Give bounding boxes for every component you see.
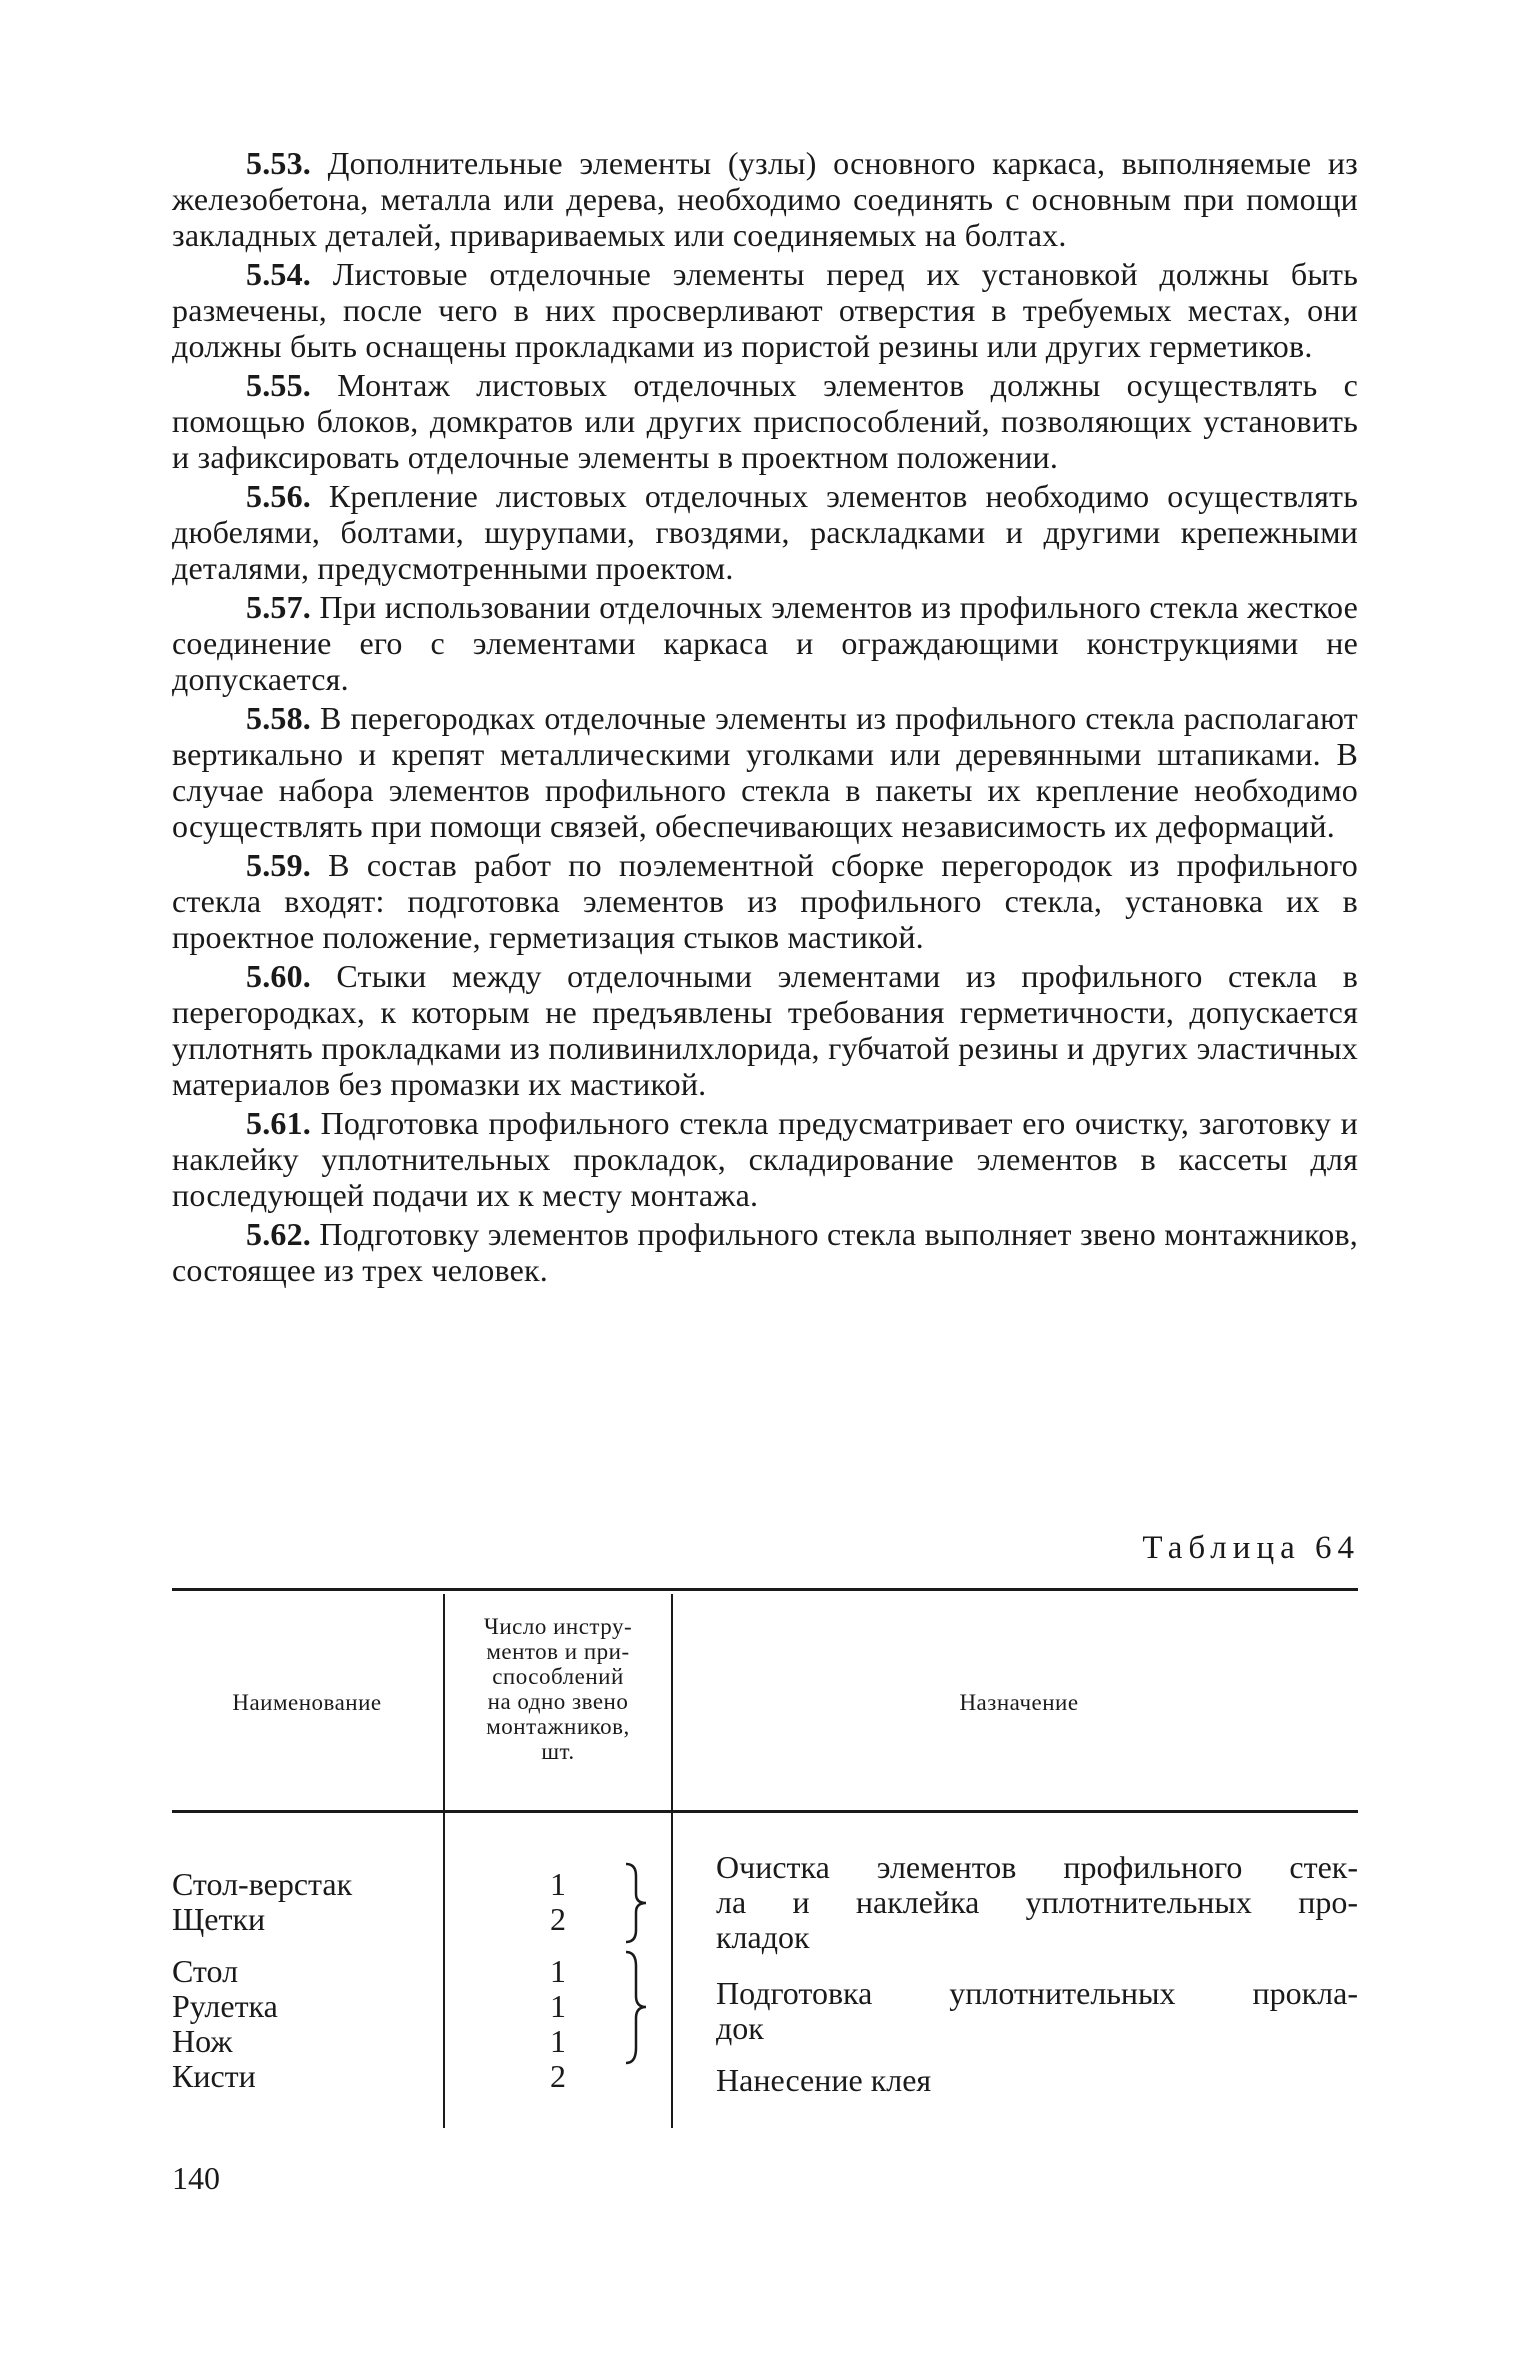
purpose-line: Подготовка уплотнительных прокла- [716, 1975, 1358, 2011]
purpose-line: ла и наклейка уплотнительных про- [716, 1884, 1358, 1920]
paragraph-text: Дополнительные элементы (узлы) основного каркаса, выполняемые из железобетона, металла или дерева, необходимо соединять с основным при помощи закладных деталей, привариваемых или соединяемых на болтах. [172, 145, 1358, 253]
paragraph-5-57 [172, 589, 1358, 697]
paragraph-text: Подготовку элементов профильного стекла выполняет звено монтажников, состоящее из трех человек. [172, 1216, 1358, 1288]
header-quantity-line: Число инстру- [483, 1614, 633, 1639]
table-cell-name: Щетки [172, 1901, 266, 1937]
paragraph-number: 5.60. [246, 958, 311, 994]
purpose-line: Очистка элементов профильного стек- [716, 1849, 1358, 1885]
purpose-line: кладок [716, 1919, 810, 1955]
table-header-rule [172, 1810, 1358, 1813]
header-quantity-line: ментов и при- [486, 1639, 630, 1664]
paragraph-number: 5.59. [246, 847, 311, 883]
paragraph-5-56 [172, 478, 1358, 586]
table-column-divider [671, 1594, 673, 2128]
table-cell-quantity: 1 [550, 2023, 566, 2059]
paragraph-number: 5.61. [246, 1105, 311, 1141]
paragraph-5-58 [172, 700, 1358, 844]
table-cell-quantity: 1 [550, 1988, 566, 2024]
table-cell-name: Стол-верстак [172, 1866, 353, 1902]
table-cell-quantity: 1 [550, 1866, 566, 1902]
paragraph-5-59 [172, 847, 1358, 955]
table-cell-purpose [716, 1850, 1358, 1955]
paragraph-number: 5.53. [246, 145, 311, 181]
table-cell-name: Рулетка [172, 1988, 278, 2024]
grouping-brace [622, 1862, 652, 1944]
paragraph-text: В состав работ по поэлементной сборке перегородок из профильного стекла входят: подготовка элементов из профильного стекла, установка их в проектное положение, герметизация стыков мастикой. [172, 847, 1358, 955]
paragraph-5-55 [172, 367, 1358, 475]
paragraph-text: Монтаж листовых отделочных элементов должны осуществлять с помощью блоков, домкратов или других приспособлений, позволяющих установить и зафиксировать отделочные элементы в проектном положении. [172, 367, 1358, 475]
header-quantity [448, 1614, 668, 1764]
header-name: Наименование [232, 1690, 382, 1715]
paragraph-number: 5.55. [246, 367, 311, 403]
table-caption: Таблица 64 [1142, 1530, 1360, 1566]
table-cell-quantity: 2 [550, 1901, 566, 1937]
grouping-brace [622, 1950, 652, 2065]
paragraph-text: Подготовка профильного стекла предусматривает его очистку, заготовку и наклейку уплотнительных прокладок, складирование элементов в кассеты для последующей подачи их к месту монтажа. [172, 1105, 1359, 1213]
table-cell-name: Стол [172, 1953, 239, 1989]
table-column-divider [443, 1594, 445, 2128]
table-cell-purpose [716, 1976, 1358, 2046]
header-quantity-line: способлений [492, 1664, 624, 1689]
paragraph-text: Крепление листовых отделочных элементов необходимо осуществлять дюбелями, болтами, шурупами, гвоздями, раскладками и другими крепежными деталями, предусмотренными проектом. [172, 478, 1358, 586]
paragraph-text: В перегородках отделочные элементы из профильного стекла располагают вертикально и крепят металлическими уголками или деревянными штапиками. В случае набора элементов профильного стекла в пакеты их крепление необходимо осуществлять при помощи связей, обеспечивающих независимость их деформаций. [172, 700, 1358, 844]
page-number: 140 [172, 2160, 220, 2196]
paragraph-number: 5.62. [246, 1216, 311, 1252]
header-quantity-line: шт. [541, 1739, 575, 1764]
header-quantity-line: монтажников, [486, 1714, 630, 1739]
purpose-line: Нанесение клея [716, 2062, 932, 2098]
table-cell-quantity: 2 [550, 2058, 566, 2094]
paragraph-5-62 [172, 1216, 1358, 1288]
paragraph-number: 5.57. [246, 589, 311, 625]
table-cell-name: Кисти [172, 2058, 256, 2094]
paragraph-number: 5.54. [246, 256, 311, 292]
header-quantity-line: на одно звено [487, 1689, 629, 1714]
paragraphs [172, 145, 1358, 1291]
paragraph-number: 5.56. [246, 478, 311, 514]
paragraph-text: При использовании отделочных элементов из профильного стекла жесткое соединение его с элементами каркаса и ограждающими конструкциями не допускается. [172, 589, 1358, 697]
purpose-line: док [716, 2010, 764, 2046]
paragraph-text: Листовые отделочные элементы перед их установкой должны быть размечены, после чего в них просверливают отверстия в требуемых местах, они должны быть оснащены прокладками из пористой резины или других герметиков. [172, 256, 1359, 364]
table-cell-quantity: 1 [550, 1953, 566, 1989]
table-top-rule [172, 1588, 1358, 1591]
paragraph-5-53 [172, 145, 1358, 253]
table-cell-name: Нож [172, 2023, 233, 2059]
header-purpose: Назначение [959, 1690, 1079, 1715]
paragraph-number: 5.58. [246, 700, 311, 736]
paragraph-5-60 [172, 958, 1358, 1102]
table-cell-purpose [716, 2063, 1358, 2098]
paragraph-text: Стыки между отделочными элементами из профильного стекла в перегородках, к которым не предъявлены требования герметичности, допускается уплотнять прокладками из поливинилхлорида, губчатой резины и других эластичных материалов без промазки их мастикой. [172, 958, 1358, 1102]
paragraph-5-54 [172, 256, 1358, 364]
paragraph-5-61 [172, 1105, 1358, 1213]
